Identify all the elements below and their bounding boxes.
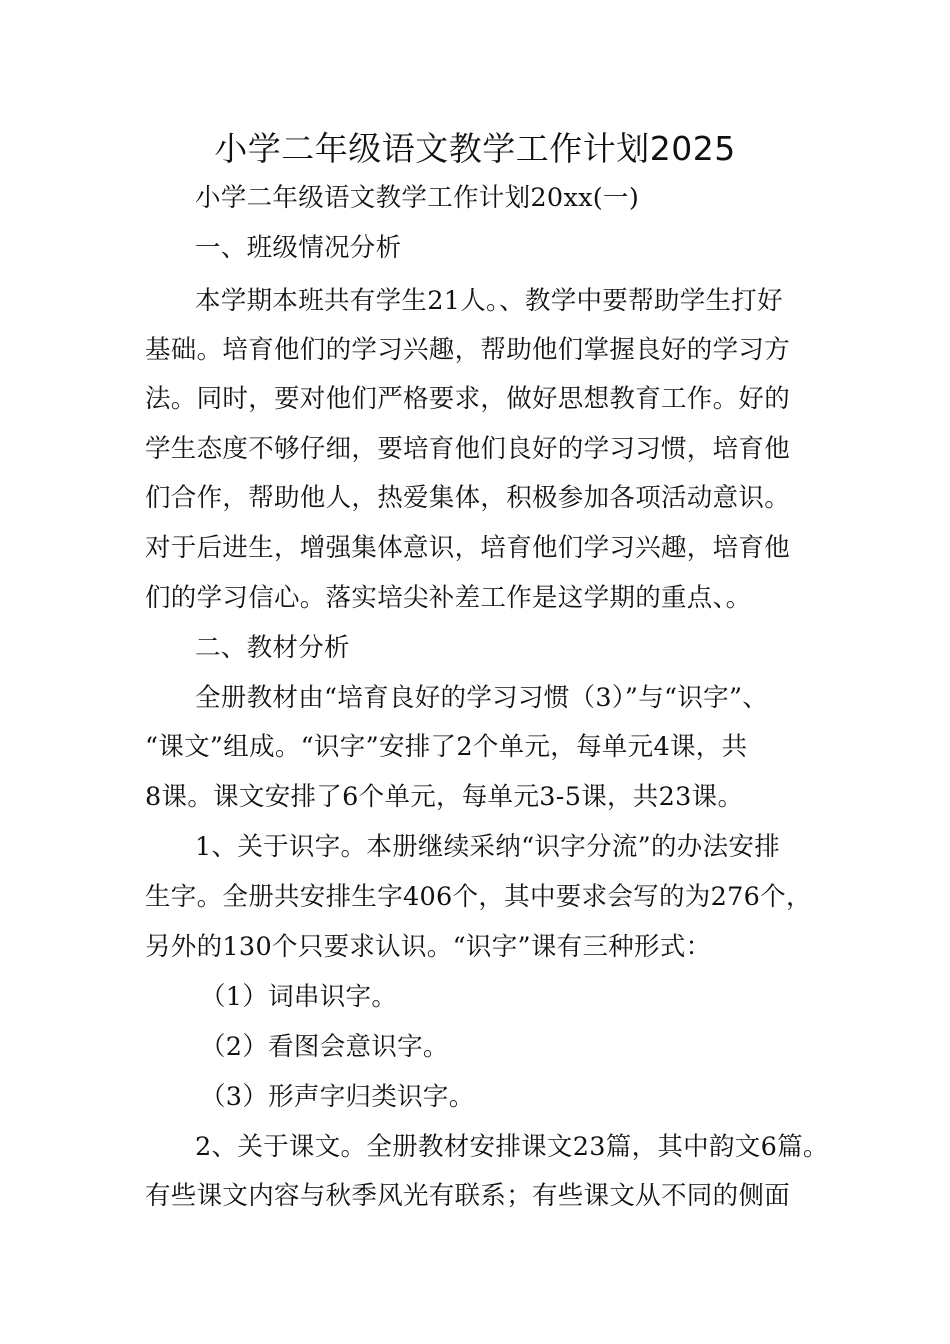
paragraph-line: 8课。课文安排了6个单元，每单元3-5课，共23课。: [145, 782, 744, 812]
document-title: 小学二年级语文教学工作计划2025: [214, 129, 736, 168]
paragraph-line: 们的学习信心。落实培尖补差工作是这学期的重点、。: [145, 583, 752, 613]
paragraph-line: 本学期本班共有学生21人。、教学中要帮助学生打好: [195, 286, 783, 316]
paragraph-line: 1、关于识字。本册继续采纳“识字分流”的办法安排: [195, 832, 780, 862]
section-heading-textbook-analysis: 二、教材分析: [195, 633, 350, 663]
list-item: （2）看图会意识字。: [200, 1032, 449, 1062]
subtitle-line: 小学二年级语文教学工作计划20xx(一): [195, 183, 640, 213]
section-heading-class-analysis: 一、班级情况分析: [195, 233, 402, 263]
paragraph-line: 另外的130个只要求认识。“识字”课有三种形式：: [145, 932, 712, 962]
list-item: （3）形声字归类识字。: [200, 1082, 475, 1112]
paragraph-line: “课文”组成。“识字”安排了2个单元，每单元4课，共: [145, 732, 748, 762]
paragraph-line: 基础。培育他们的学习兴趣，帮助他们掌握良好的学习方: [145, 335, 791, 365]
paragraph-line: 们合作，帮助他人，热爱集体，积极参加各项活动意识。: [145, 483, 791, 513]
list-item: （1）词串识字。: [200, 982, 398, 1012]
paragraph-line: 有些课文内容与秋季风光有联系；有些课文从不同的侧面: [145, 1181, 791, 1211]
paragraph-line: 学生态度不够仔细，要培育他们良好的学习习惯，培育他: [145, 434, 791, 464]
paragraph-line: 全册教材由“培育良好的学习习惯（3）”与“识字”、: [195, 683, 769, 713]
paragraph-line: 2、关于课文。全册教材安排课文23篇，其中韵文6篇。: [195, 1132, 829, 1162]
paragraph-line: 法。同时，要对他们严格要求，做好思想教育工作。好的: [145, 384, 791, 414]
paragraph-line: 对于后进生，增强集体意识，培育他们学习兴趣，培育他: [145, 533, 791, 563]
paragraph-line: 生字。全册共安排生字406个，其中要求会写的为276个，: [145, 882, 812, 912]
